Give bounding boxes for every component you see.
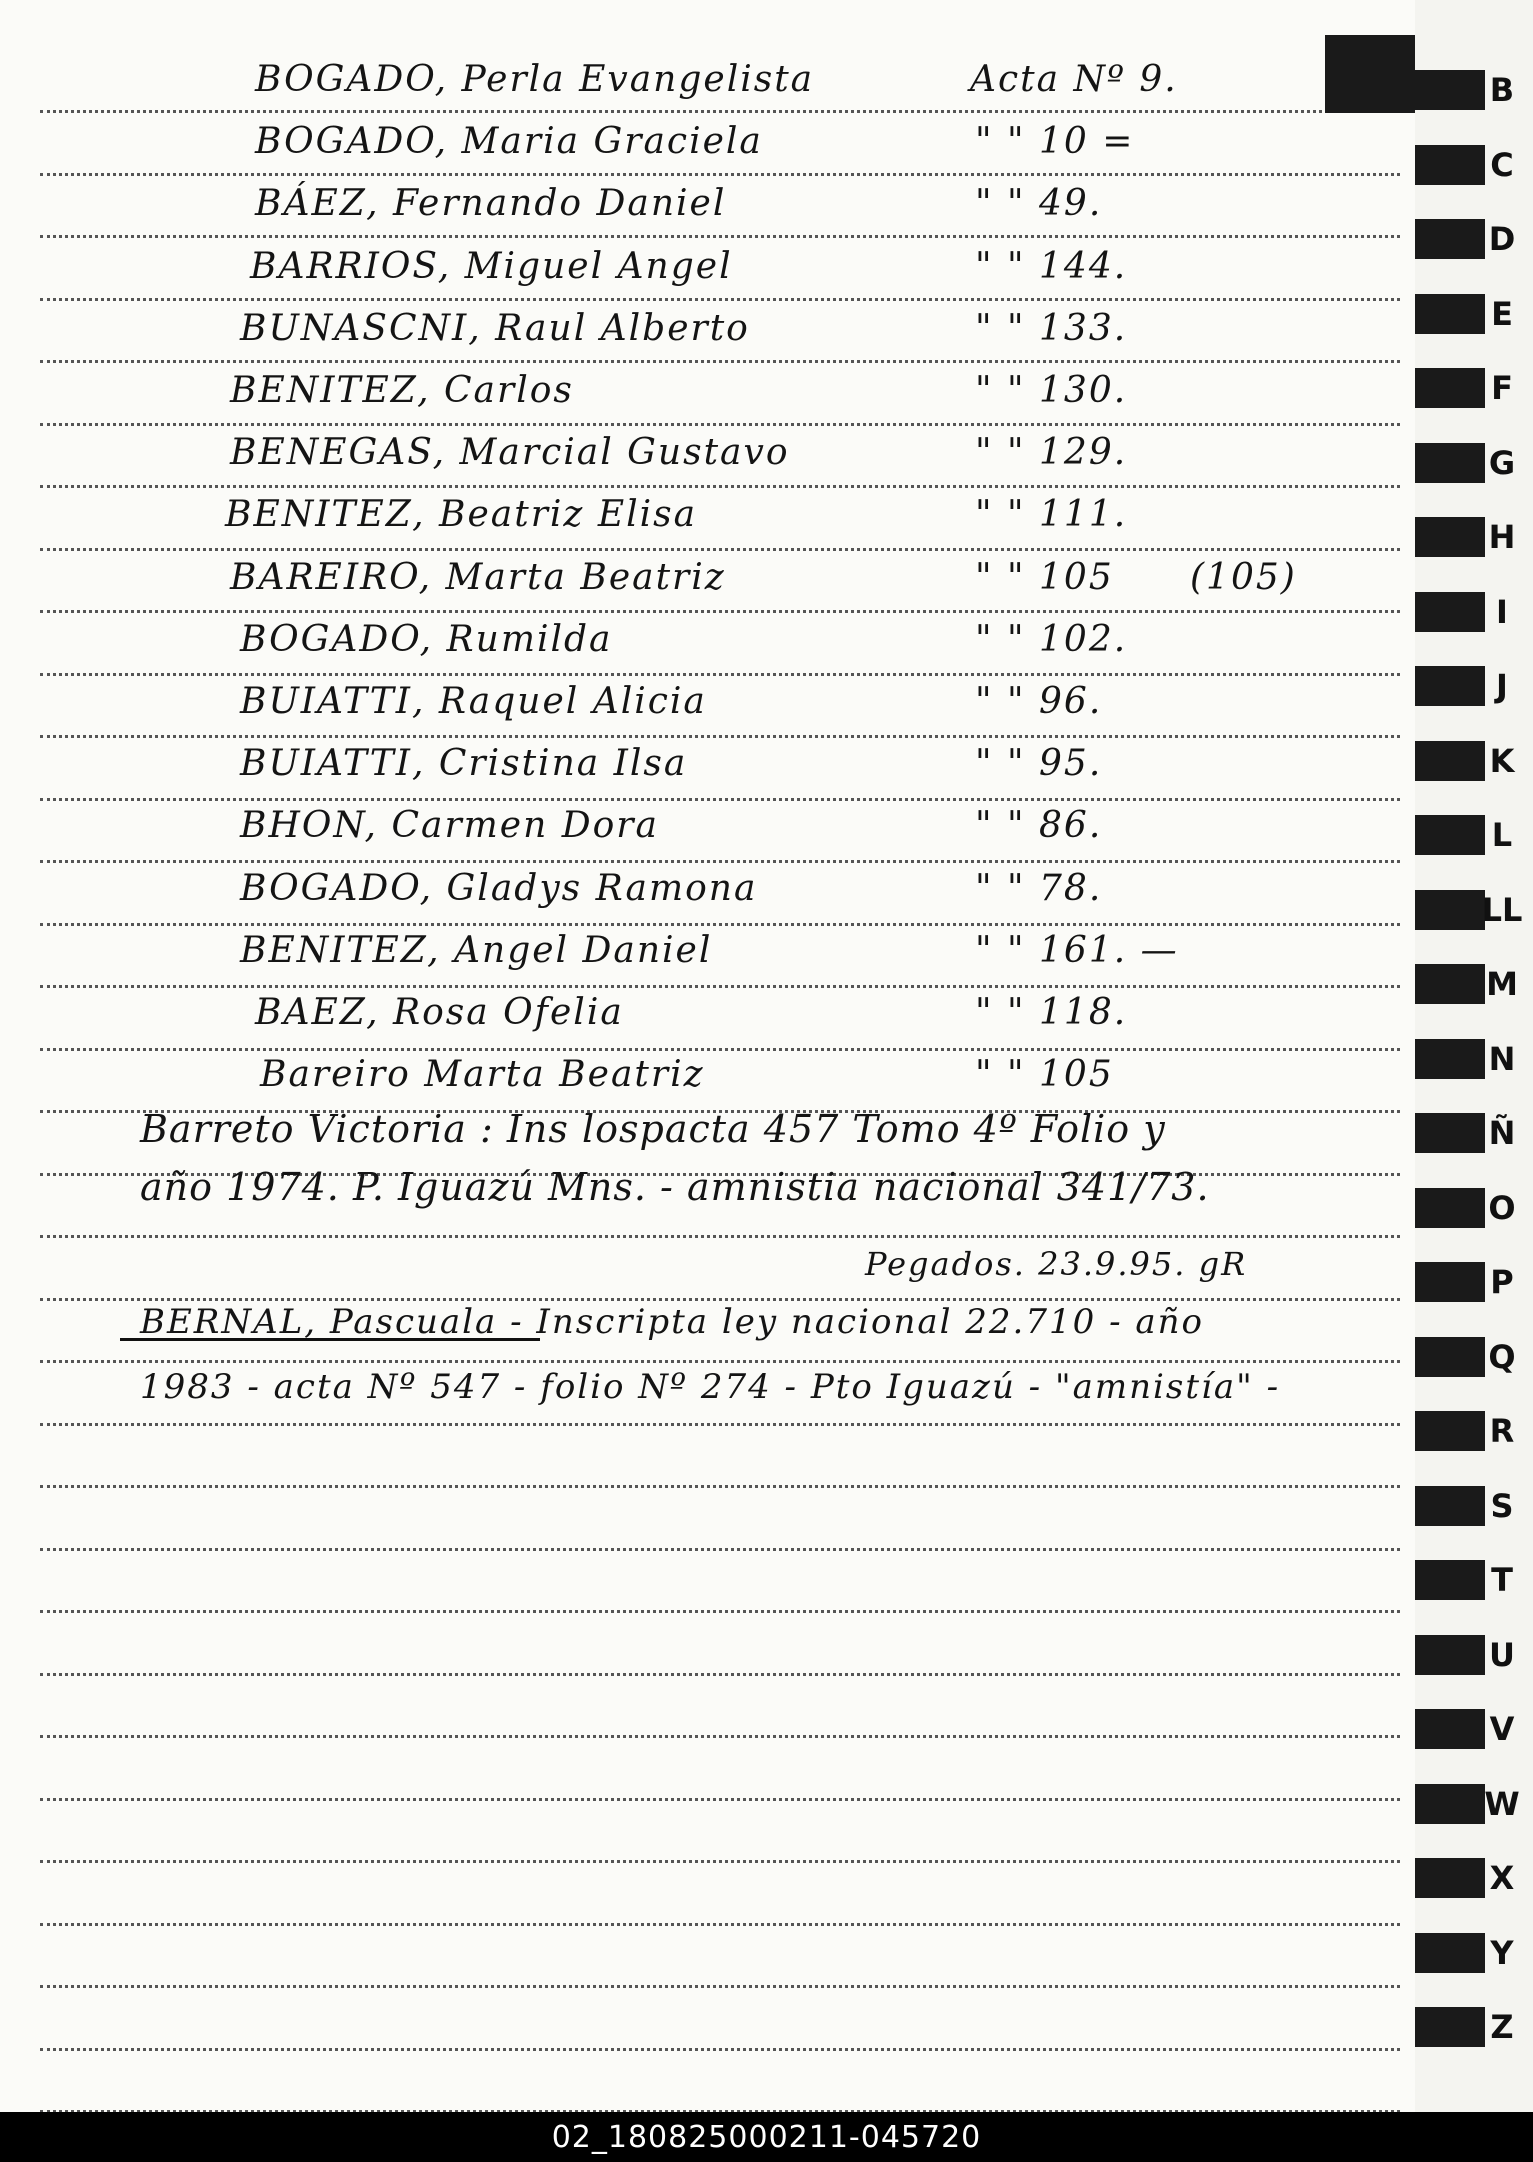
index-tab-block bbox=[1415, 1337, 1485, 1377]
entry-name: Bareiro Marta Beatriz bbox=[260, 1054, 705, 1095]
entry-name: BARRIOS, Miguel Angel bbox=[250, 246, 733, 287]
index-letter: J bbox=[1496, 667, 1508, 705]
entry-acta-ref: " " 118. bbox=[975, 992, 1128, 1033]
index-tab-block bbox=[1415, 1635, 1485, 1675]
entry-name: BHON, Carmen Dora bbox=[240, 805, 659, 846]
index-letter: B bbox=[1489, 71, 1515, 109]
ruled-line bbox=[40, 1485, 1400, 1488]
ruled-line bbox=[40, 1610, 1400, 1613]
index-tab-block bbox=[1415, 70, 1485, 110]
index-tab-block bbox=[1415, 1113, 1485, 1153]
ruled-line bbox=[40, 423, 1400, 426]
note-bernal-line1: BERNAL, Pascuala - Inscripta ley nacional 22.710 - año bbox=[140, 1302, 1205, 1342]
index-letter: L bbox=[1491, 816, 1513, 854]
ruled-line bbox=[40, 2048, 1400, 2051]
entry-acta-ref: " " 96. bbox=[975, 681, 1103, 722]
index-letter: C bbox=[1490, 146, 1514, 184]
index-letter: P bbox=[1490, 1263, 1514, 1301]
entry-acta-ref: " " 105 bbox=[975, 1054, 1114, 1095]
note-barreto-line2: año 1974. P. Iguazú Mns. - amnistia nacional 341/73. bbox=[140, 1165, 1210, 1209]
index-tab-block bbox=[1415, 1188, 1485, 1228]
ruled-line bbox=[40, 735, 1400, 738]
ruled-line bbox=[40, 173, 1400, 176]
alphabet-index-strip bbox=[1415, 0, 1533, 2112]
note-barreto-signature: Pegados. 23.9.95. gR bbox=[865, 1245, 1248, 1283]
ruled-line bbox=[40, 1673, 1400, 1676]
index-letter: O bbox=[1488, 1189, 1516, 1227]
entry-acta-ref: " " 102. bbox=[975, 619, 1128, 660]
ruled-line bbox=[40, 1860, 1400, 1863]
entry-acta-correction: (105) bbox=[1190, 557, 1297, 598]
note-bernal-line2: 1983 - acta Nº 547 - folio Nº 274 - Pto Iguazú - "amnistía" - bbox=[140, 1367, 1281, 1407]
ruled-line bbox=[40, 1923, 1400, 1926]
ruled-line bbox=[40, 1360, 1400, 1363]
footer-bar bbox=[0, 2112, 1533, 2162]
entry-acta-ref: " " 161. — bbox=[975, 930, 1179, 971]
index-letter: H bbox=[1488, 518, 1516, 556]
ruled-line bbox=[40, 860, 1400, 863]
index-tab-block bbox=[1415, 1411, 1485, 1451]
entry-acta-ref: " " 95. bbox=[975, 743, 1103, 784]
ruled-line bbox=[40, 298, 1400, 301]
entry-acta-ref: " " 133. bbox=[975, 308, 1128, 349]
ruled-line bbox=[40, 673, 1400, 676]
index-tab-block bbox=[1415, 2007, 1485, 2047]
index-letter: S bbox=[1490, 1487, 1514, 1525]
index-tab-block bbox=[1415, 517, 1485, 557]
index-letter: V bbox=[1489, 1710, 1515, 1748]
entry-acta-ref: " " 86. bbox=[975, 805, 1103, 846]
entry-name: BUIATTI, Cristina Ilsa bbox=[240, 743, 688, 784]
ruled-line bbox=[40, 110, 1400, 113]
ruled-line bbox=[40, 1423, 1400, 1426]
ruled-line bbox=[40, 235, 1400, 238]
entry-name: BUIATTI, Raquel Alicia bbox=[240, 681, 707, 722]
ruled-line bbox=[40, 610, 1400, 613]
entry-name: BOGADO, Maria Graciela bbox=[255, 121, 763, 162]
index-letter: Z bbox=[1490, 2008, 1514, 2046]
entry-name: BOGADO, Perla Evangelista bbox=[255, 59, 815, 100]
entry-acta-ref: " " 78. bbox=[975, 868, 1103, 909]
entry-acta-ref: " " 111. bbox=[975, 494, 1128, 535]
entry-name: BUNASCNI, Raul Alberto bbox=[240, 308, 750, 349]
entry-name: BENITEZ, Carlos bbox=[230, 370, 574, 411]
index-tab-block bbox=[1415, 1933, 1485, 1973]
entry-acta-ref: " " 105 bbox=[975, 557, 1114, 598]
index-letter: N bbox=[1488, 1040, 1516, 1078]
index-tab-block bbox=[1415, 1262, 1485, 1302]
index-tab-block bbox=[1415, 1560, 1485, 1600]
ruled-line bbox=[40, 485, 1400, 488]
index-letter: T bbox=[1491, 1561, 1513, 1599]
document-id: 02_180825000211-045720 bbox=[551, 2119, 982, 2155]
entry-name: BOGADO, Rumilda bbox=[240, 619, 613, 660]
index-tab-block bbox=[1415, 741, 1485, 781]
index-tab-block bbox=[1415, 294, 1485, 334]
index-letter: E bbox=[1491, 295, 1513, 333]
index-letter: R bbox=[1489, 1412, 1515, 1450]
index-tab-block bbox=[1415, 1039, 1485, 1079]
ruled-line bbox=[40, 1298, 1400, 1301]
ruled-line bbox=[40, 1735, 1400, 1738]
entry-acta-ref: " " 10 = bbox=[975, 121, 1135, 162]
index-tab-block bbox=[1415, 443, 1485, 483]
index-tab-block bbox=[1415, 890, 1485, 930]
ruled-line bbox=[40, 798, 1400, 801]
index-letter: W bbox=[1484, 1785, 1520, 1823]
index-letter: U bbox=[1489, 1636, 1515, 1674]
entry-acta-ref: " " 144. bbox=[975, 246, 1128, 287]
ruled-line bbox=[40, 923, 1400, 926]
entry-name: BOGADO, Gladys Ramona bbox=[240, 868, 758, 909]
index-letter: Q bbox=[1488, 1338, 1516, 1376]
index-letter: X bbox=[1489, 1859, 1515, 1897]
index-tab-block bbox=[1415, 145, 1485, 185]
entry-name: BAEZ, Rosa Ofelia bbox=[255, 992, 624, 1033]
entry-name: BÁEZ, Fernando Daniel bbox=[255, 183, 727, 224]
entry-acta-ref: " " 130. bbox=[975, 370, 1128, 411]
entry-acta-ref: Acta Nº 9. bbox=[970, 59, 1178, 100]
entry-name: BENITEZ, Angel Daniel bbox=[240, 930, 713, 971]
index-letter: I bbox=[1496, 593, 1508, 631]
entry-name: BENITEZ, Beatriz Elisa bbox=[225, 494, 698, 535]
entry-acta-ref: " " 49. bbox=[975, 183, 1103, 224]
note-barreto-line1: Barreto Victoria : Ins lospacta 457 Tomo 4º Folio y bbox=[140, 1107, 1166, 1151]
ruled-line bbox=[40, 360, 1400, 363]
ruled-line bbox=[40, 1798, 1400, 1801]
index-tab-block bbox=[1415, 666, 1485, 706]
index-letter: M bbox=[1486, 965, 1518, 1003]
entry-acta-ref: " " 129. bbox=[975, 432, 1128, 473]
ruled-line bbox=[40, 1985, 1400, 1988]
index-letter: Ñ bbox=[1488, 1114, 1516, 1152]
index-letter: LL bbox=[1481, 891, 1523, 929]
ruled-line bbox=[40, 1048, 1400, 1051]
index-tab-block bbox=[1415, 1486, 1485, 1526]
entry-name: BAREIRO, Marta Beatriz bbox=[230, 557, 726, 598]
index-tab-block bbox=[1415, 1709, 1485, 1749]
index-tab-block bbox=[1415, 1858, 1485, 1898]
index-letter: G bbox=[1488, 444, 1516, 482]
index-letter: D bbox=[1488, 220, 1516, 258]
index-tab-block bbox=[1415, 1784, 1485, 1824]
index-tab-block bbox=[1415, 368, 1485, 408]
index-tab-block bbox=[1415, 592, 1485, 632]
ruled-line bbox=[40, 1235, 1400, 1238]
index-letter: F bbox=[1491, 369, 1513, 407]
index-tab-block bbox=[1415, 219, 1485, 259]
ruled-line bbox=[40, 548, 1400, 551]
index-letter: K bbox=[1489, 742, 1515, 780]
index-tab-block bbox=[1415, 815, 1485, 855]
index-tab-block bbox=[1415, 964, 1485, 1004]
entry-name: BENEGAS, Marcial Gustavo bbox=[230, 432, 790, 473]
index-letter: Y bbox=[1490, 1934, 1514, 1972]
ruled-line bbox=[40, 985, 1400, 988]
bernal-underline bbox=[120, 1338, 540, 1341]
ruled-line bbox=[40, 1548, 1400, 1551]
